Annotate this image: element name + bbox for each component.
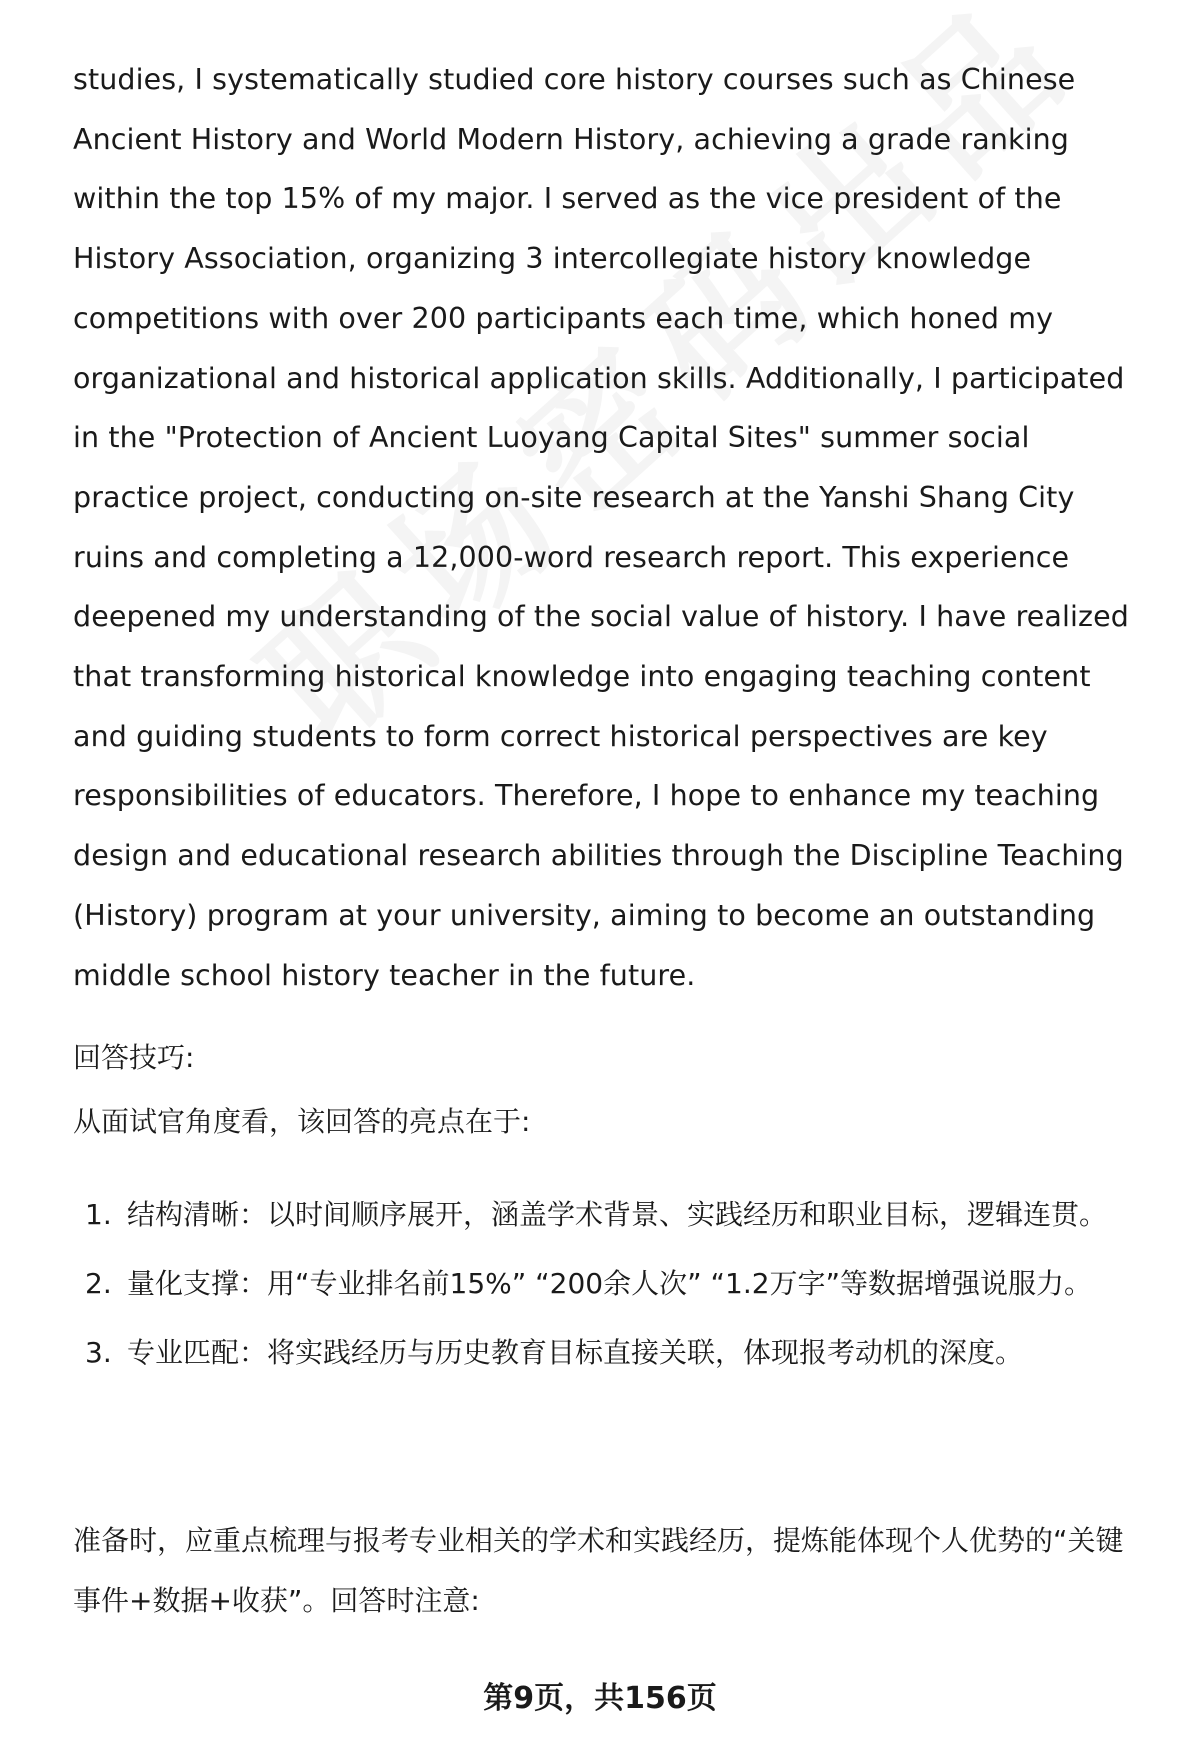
list-item-text: 量化支撑：用“专业排名前15%” “200余人次” “1.2万字”等数据增强说服力。 bbox=[127, 1267, 1093, 1300]
tips-intro: 从面试官角度看，该回答的亮点在于: bbox=[73, 1105, 531, 1138]
tips-list bbox=[73, 1185, 1153, 1392]
list-item-number: 3. bbox=[85, 1336, 112, 1369]
page-number: 第9页，共156页 bbox=[483, 1681, 717, 1716]
main-paragraph: studies, I systematically studied core history courses such as Chinese Ancient History and World Modern History, achieving a grade ranking within the top 15% of my major. I served as the vice president of the History Association, organizing 3 intercollegiate history knowledge competitions with over 200 participants each time, which honed my organizational and historical application skills. Additionally, I participated in the "Protection of Ancient Luoyang Capital Sites" summer social practice project, conducting on-site research at the Yanshi Shang City ruins and completing a 12,000-word research report. This experience deepened my understanding of the social value of history. I have realized that transforming historical knowledge into engaging teaching content and guiding students to form correct historical perspectives are key responsibilities of educators. Therefore, I hope to enhance my teaching design and educational research abilities through the Discipline Teaching (History) program at your university, aiming to become an outstanding middle school history teacher in the future. bbox=[73, 63, 1129, 992]
list-item bbox=[73, 1323, 1153, 1383]
list-item bbox=[73, 1254, 1153, 1314]
list-item-text: 专业匹配：将实践经历与历史教育目标直接关联，体现报考动机的深度。 bbox=[127, 1336, 1024, 1369]
list-item-number: 1. bbox=[85, 1198, 112, 1231]
list-item bbox=[73, 1185, 1153, 1245]
tips-heading: 回答技巧: bbox=[73, 1041, 195, 1074]
list-item-text: 结构清晰：以时间顺序展开，涵盖学术背景、实践经历和职业目标，逻辑连贯。 bbox=[127, 1198, 1108, 1231]
list-item-number: 2. bbox=[85, 1267, 112, 1300]
preparation-paragraph: 准备时，应重点梳理与报考专业相关的学术和实践经历，提炼能体现个人优势的“关键事件+数据+收获”。回答时注意: bbox=[73, 1524, 1124, 1617]
